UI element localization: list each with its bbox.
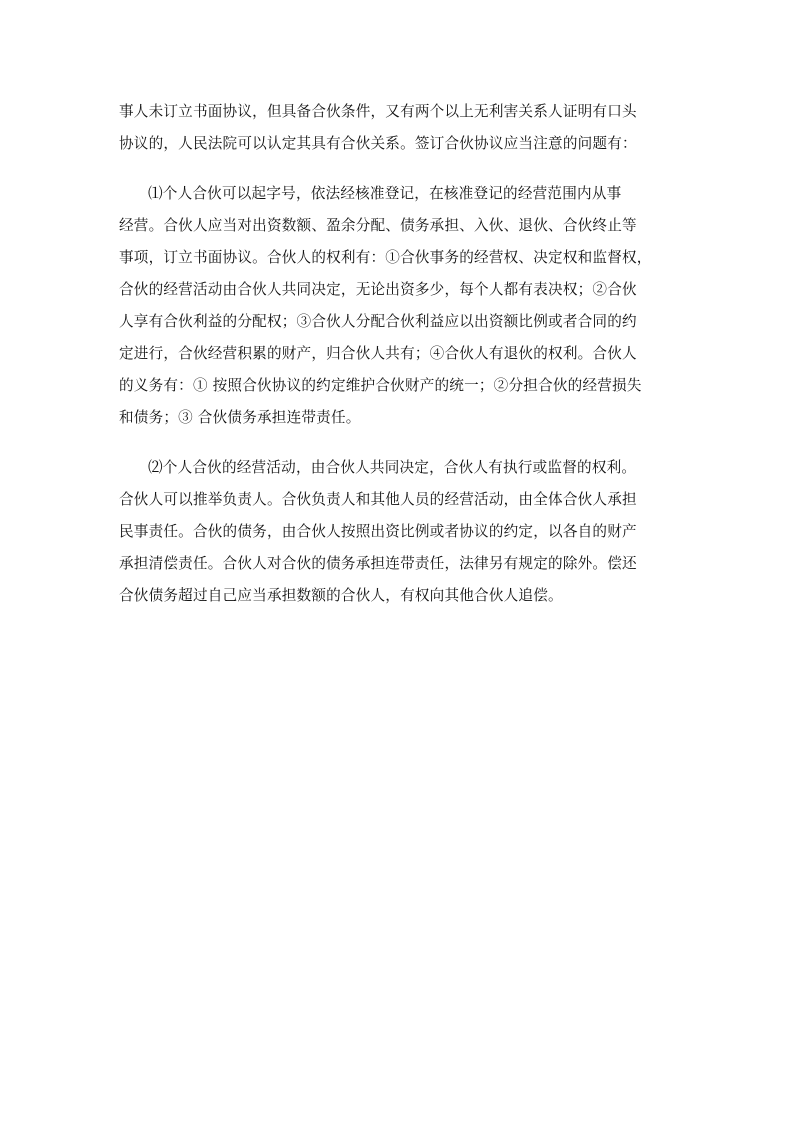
document-page [119, 96, 679, 612]
text-line: 民事责任。合伙的债务，由合伙人按照出资比例或者协议的约定，以各自的财产 [119, 523, 637, 540]
paragraph-spacer [119, 160, 679, 178]
text-line: 协议的，人民法院可以认定其具有合伙关系。签订合伙协议应当注意的问题有： [119, 135, 637, 152]
text-line: 合伙债务超过自己应当承担数额的合伙人，有权向其他合伙人追偿。 [119, 587, 563, 604]
text-line: 合伙的经营活动由合伙人共同决定，无论出资多少，每个人都有表决权；②合伙 [119, 281, 637, 298]
paragraph-2 [119, 452, 679, 612]
paragraph-spacer [119, 434, 679, 452]
text-line: 经营。合伙人应当对出资数额、盈余分配、债务承担、入伙、退伙、合伙终止等 [119, 217, 637, 234]
text-line: 定进行，合伙经营积累的财产，归合伙人共有；④合伙人有退伙的权利。合伙人 [119, 345, 637, 362]
text-line: ⑵个人合伙的经营活动，由合伙人共同决定，合伙人有执行或监督的权利。 [148, 459, 637, 476]
text-line: ⑴个人合伙可以起字号，依法经核准登记，在核准登记的经营范围内从事 [148, 185, 622, 202]
text-line: 事人未订立书面协议，但具备合伙条件，又有两个以上无利害关系人证明有口头 [119, 103, 637, 120]
text-line: 人享有合伙利益的分配权；③合伙人分配合伙利益应以出资额比例或者合同的约 [119, 313, 637, 330]
text-line: 事项，订立书面协议。合伙人的权利有：①合伙事务的经营权、决定权和监督权， [119, 249, 652, 266]
text-line: 承担清偿责任。合伙人对合伙的债务承担连带责任，法律另有规定的除外。偿还 [119, 555, 637, 572]
text-line: 合伙人可以推举负责人。合伙负责人和其他人员的经营活动，由全体合伙人承担 [119, 491, 637, 508]
text-line: 和债务；③ 合伙债务承担连带责任。 [119, 409, 361, 426]
text-line: 的义务有：① 按照合伙协议的约定维护合伙财产的统一；②分担合伙的经营损失 [119, 377, 642, 394]
paragraph-1 [119, 178, 679, 434]
paragraph-intro [119, 96, 679, 160]
